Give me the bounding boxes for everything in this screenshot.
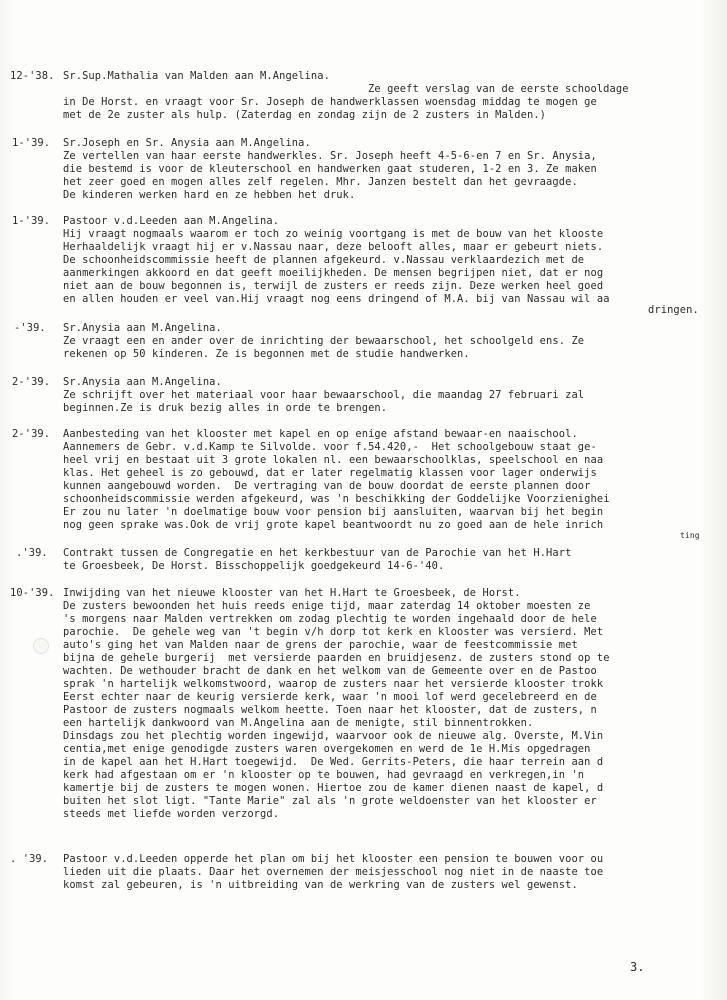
entry-line: met de 2e zuster als hulp. (Zaterdag en zondag zijn de 2 zusters in Malden.) (63, 109, 547, 121)
entry-line: Ze geeft verslag van de eerste schooldage (368, 83, 629, 95)
entry-line: klas. Het geheel is zo gebouwd, dat er later regelmatig klassen voor lager onderwijs (63, 467, 597, 479)
entry-line: Ze vertellen van haar eerste handwerkles. Sr. Joseph heeft 4-5-6-en 7 en Sr. Anysia, (63, 150, 597, 162)
entry-date: 2-'39. (12, 428, 51, 440)
entry-line: lieden uit die plaats. Daar het overnemen der meisjesschool nog niet in de naaste toe (63, 866, 604, 878)
entry-line: steeds met liefde worden verzorgd. (63, 808, 280, 820)
entry-date: 10-'39. (10, 587, 55, 599)
entry-date: 1-'39. (12, 137, 51, 149)
entry-line: centia,met enige genodigde zusters waren overgekomen en werd de 1e H.Mis opgedragen (63, 743, 591, 755)
entry-line: Ze schrijft over het materiaal voor haar bewaarschool, die maandag 27 februari zal (63, 389, 585, 401)
entry-line: te Groesbeek, De Horst. Bisschoppelijk goedgekeurd 14-6-'40. (63, 560, 445, 572)
entry-line: komst zal gebeuren, is 'n uitbreiding van de werkring van de zusters wel gewenst. (63, 879, 578, 891)
entry-heading: Sr.Joseph en Sr. Anysia aan M.Angelina. (63, 137, 311, 149)
entry-line: Dinsdags zou het plechtig worden ingewijd, waarvoor ook de nieuwe alg. Overste, M.Vin (63, 730, 604, 742)
entry-line: beginnen.Ze is druk bezig alles in orde te brengen. (63, 402, 388, 414)
entry-date: 2-'39. (12, 376, 51, 388)
entry-line: Pastoor de zusters nogmaals welkom heette. Toen naar het klooster, dat de zusters, n (63, 704, 597, 716)
entry-line: Herhaaldelijk vraagt hij er v.Nassau naar, deze belooft alles, maar er gebeurt niets. (63, 241, 604, 253)
entry-line: Eerst echter naar de keurig versierde kerk, waar 'n mooi lof werd gecelebreerd en de (63, 691, 597, 703)
entry-line: Aannemers de Gebr. v.d.Kamp te Silvolde. voor f.54.420,- Het schoolgebouw staat ge- (63, 441, 597, 453)
entry-date: .'39. (16, 547, 48, 559)
entry-line: De zusters bewoonden het huis reeds enige tijd, maar zaterdag 14 oktober moesten ze (63, 600, 591, 612)
entry-heading: Sr.Anysia aan M.Angelina. (63, 322, 222, 334)
entry-line: ting (680, 531, 700, 540)
entry-line: kamertje bij de zusters te mogen wonen. Hiertoe zou de kamer dienen naast de kapel, d (63, 782, 604, 794)
entry-line: kunnen aangebouwd worden. De vertraging van de bouw doordat de eerste plannen door (63, 480, 591, 492)
entry-line: in de kapel aan het H.Hart toegewijd. De Wed. Gerrits-Peters, die haar terrein aan d (63, 756, 604, 768)
entry-heading: Contrakt tussen de Congregatie en het kerkbestuur van de Parochie van het H.Hart (63, 547, 572, 559)
entry-line: wachten. De wethouder bracht de dank en het welkom van de Gemeente over en de Pastoo (63, 665, 597, 677)
page-number: 3. (630, 960, 645, 974)
entry-line: heel vrij en bestaat uit 3 grote lokalen nl. een bewaarschoolklas, speelschool en naa (63, 454, 604, 466)
entry-line: het zeer goed en mogen alles zelf regelen. Mhr. Janzen bestelt dan het gevraagde. (63, 176, 578, 188)
entry-line: kerk had afgestaan om er 'n klooster op te bouwen, had gevraagd en verkregen,in 'n (63, 769, 585, 781)
entry-date: -'39. (14, 322, 46, 334)
entry-line: De schoonheidscommissie heeft de plannen afgekeurd. v.Nassau verklaardezich met de (63, 254, 585, 266)
entry-line: die bestemd is voor de kleuterschool en handwerken gaat studeren, 1-2 en 3. Ze maken (63, 163, 597, 175)
punch-hole (33, 638, 49, 654)
entry-heading: Pastoor v.d.Leeden opperde het plan om bij het klooster een pension te bouwen voor ou (63, 853, 604, 865)
entry-line: De kinderen werken hard en ze hebben het druk. (63, 189, 356, 201)
entry-heading: Sr.Sup.Mathalia van Malden aan M.Angelina. (63, 70, 330, 82)
entry-date: 1-'39. (12, 215, 51, 227)
entry-line: sprak 'n hartelijk welkomstwoord, waarop de zusters naar het versierde klooster trokk (63, 678, 604, 690)
entry-line: rekenen op 50 kinderen. Ze is begonnen met de studie handwerken. (63, 348, 470, 360)
entry-line: Hij vraagt nogmaals waarom er toch zo weinig voortgang is met de bouw van het klooste (63, 228, 604, 240)
entry-heading: Pastoor v.d.Leeden aan M.Angelina. (63, 215, 280, 227)
entry-heading: Sr.Anysia aan M.Angelina. (63, 376, 222, 388)
entry-line: parochie. De gehele weg van 't begin v/h dorp tot kerk en klooster was versierd. Met (63, 626, 604, 638)
entry-line: in De Horst. en vraagt voor Sr. Joseph de handwerklassen woensdag middag te mogen ge (63, 96, 597, 108)
entry-line: auto's ging het van Malden naar de grens der parochie, waar de feestcommissie met (63, 639, 578, 651)
entry-line: Ze vraagt een en ander over de inrichting der bewaarschool, het schoolgeld ens. Ze (63, 335, 585, 347)
entry-line: dringen. (648, 304, 699, 316)
entry-line: buiten het slot ligt. "Tante Marie" zal als 'n grote weldoenster van het klooster er (63, 795, 597, 807)
entry-line: 's morgens naar Malden vertrekken om zodag plechtig te worden ingehaald door de hele (63, 613, 597, 625)
entry-heading: Inwijding van het nieuwe klooster van het H.Hart te Groesbeek, de Horst. (63, 587, 521, 599)
entry-line: niet aan de bouw begonnen is, terwijl de zusters er reeds zijn. Deze werken heel goed (63, 280, 604, 292)
entry-line: bijna de gehele burgerij met versierde paarden en bruidjesenz. de zusters stond op te (63, 652, 610, 664)
entry-line: nog geen sprake was.Ook de vrij grote kapel beantwoordt nu zo goed aan de hele inrich (63, 519, 604, 531)
entry-date: . '39. (10, 853, 49, 865)
entry-date: 12-'38. (10, 70, 55, 82)
entry-heading: Aanbesteding van het klooster met kapel en op enige afstand bewaar-en naaischool. (63, 428, 578, 440)
entry-line: en allen houden er veel van.Hij vraagt nog eens dringend of M.A. bij van Nassau wil aa (63, 293, 610, 305)
entry-line: aanmerkingen akkoord en dat geeft moeilijkheden. De mensen begrijpen niet, dat er nog (63, 267, 604, 279)
entry-line: een hartelijk dankwoord van M.Angelina aan de menigte, stil binnentrokken. (63, 717, 534, 729)
entry-line: Er zou nu later 'n doelmatige bouw voor pension bij aansluiten, waarvan bij het begin (63, 506, 604, 518)
entry-line: schoonheidscommissie werden afgekeurd, was 'n beschikking der Goddelijke Voorzienighei (63, 493, 610, 505)
